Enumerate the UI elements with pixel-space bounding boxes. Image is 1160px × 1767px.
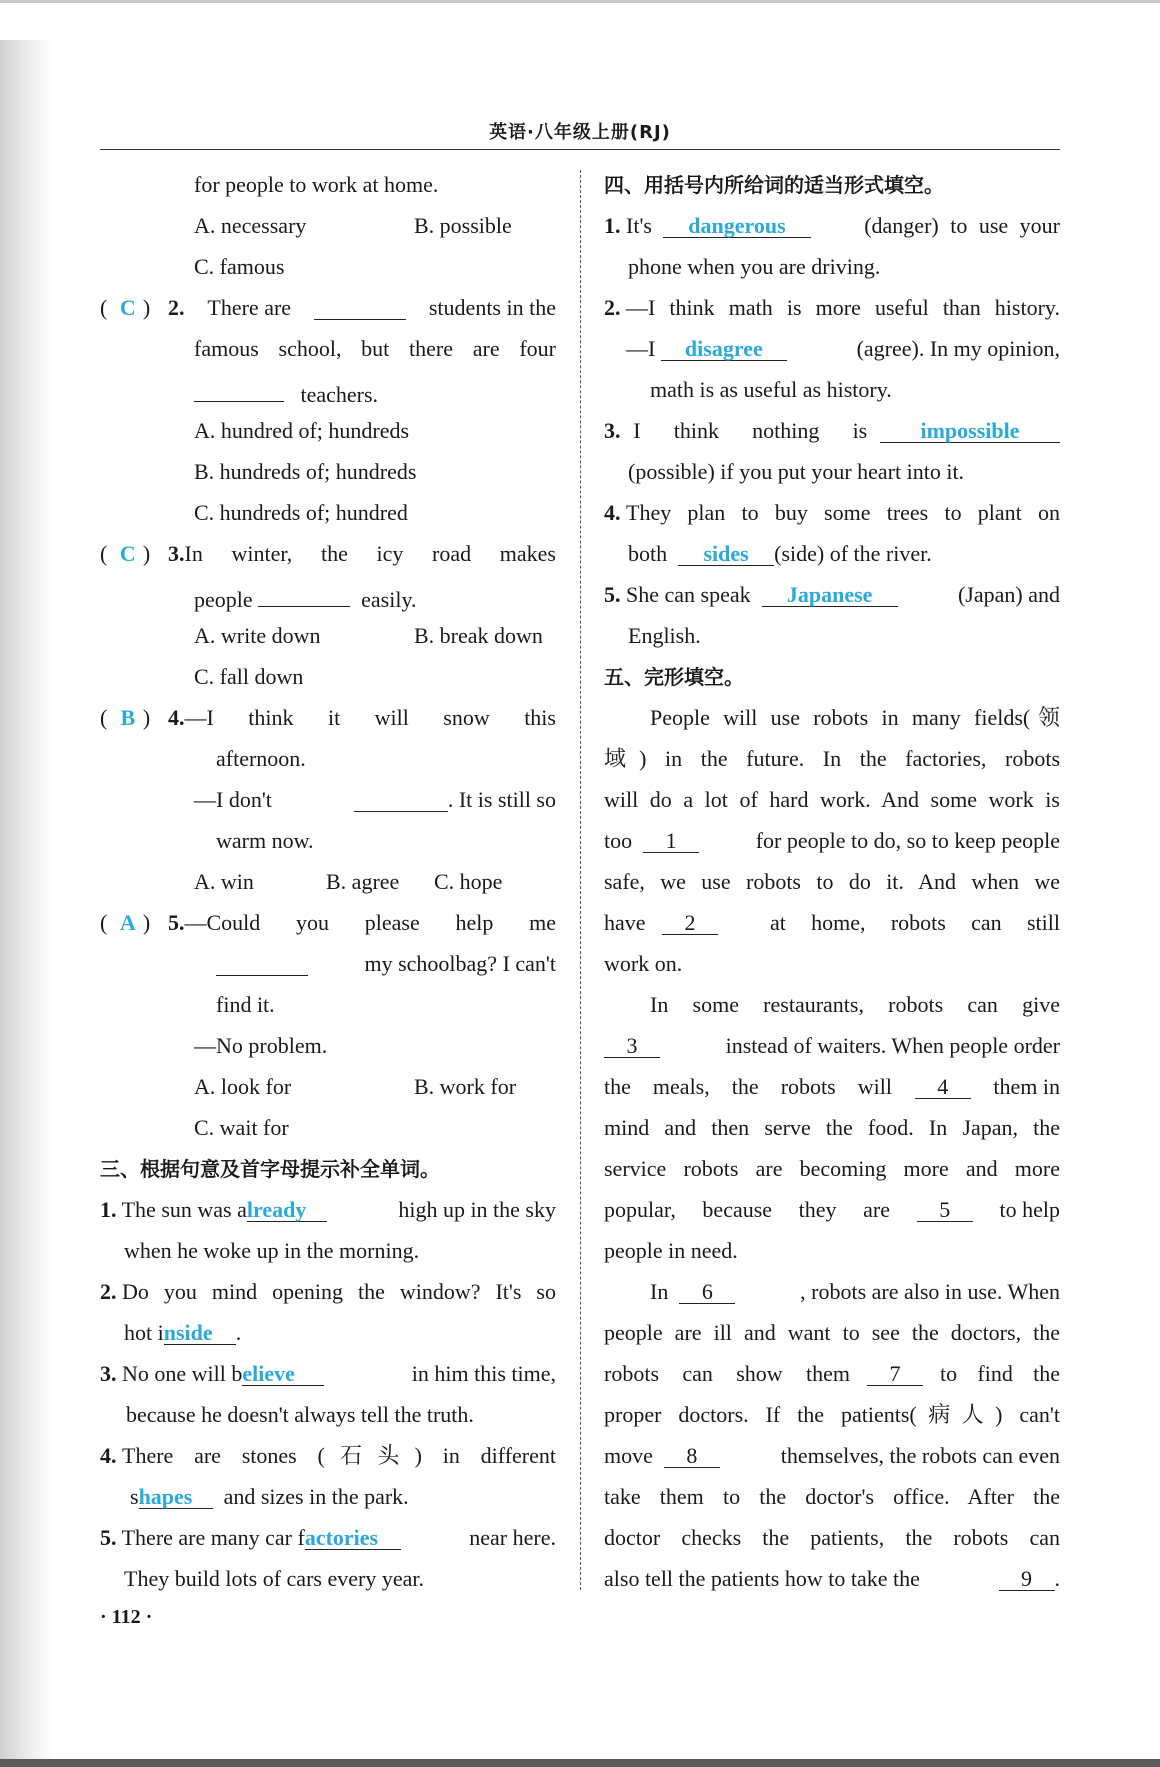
cloze-line8: In some restaurants, robots can give (650, 992, 1060, 1017)
cloze-text: also tell the patients how to take the (604, 1566, 920, 1591)
cloze-blank-7: 7 (867, 1359, 923, 1386)
q4-line2: afternoon. (216, 746, 306, 771)
s4-item4-prefix: both (628, 541, 668, 566)
s3-item4-number: 4. (100, 1443, 117, 1468)
q4-line3 (194, 785, 556, 815)
s4-item3-line1 (604, 416, 1060, 446)
q2-number: 2. (168, 295, 185, 320)
q2-answer: C (119, 295, 136, 320)
q5-text-b: my schoolbag? I can't (364, 951, 556, 976)
cloze-line22 (604, 1564, 1060, 1594)
s4-item3-prefix: I think nothing is (633, 418, 868, 443)
s4-item4-answer: sides (678, 539, 774, 566)
cloze-line16: people are ill and want to see the doctors, the (604, 1320, 1060, 1345)
s3-item3-number: 3. (100, 1361, 117, 1386)
s3-item4-prefix: s (130, 1484, 139, 1509)
q1-option-b: B. possible (414, 213, 512, 238)
s4-item5-suffix: (Japan) and (957, 582, 1060, 607)
cloze-blank-6: 6 (679, 1277, 735, 1304)
s3-item5-number: 5. (100, 1525, 117, 1550)
cloze-line1: People will use robots in many fields(领 (650, 705, 1060, 730)
s3-item1-number: 1. (100, 1197, 117, 1222)
q3-answer-paren: ( C ) (100, 539, 150, 569)
s4-item1-line1 (604, 211, 1060, 241)
cloze-text: to help (999, 1197, 1060, 1222)
cloze-line9 (604, 1031, 1060, 1061)
q4-line4: warm now. (216, 828, 314, 853)
q5-line3: find it. (216, 992, 275, 1017)
cloze-line2: 域) in the future. In the factories, robots (604, 746, 1060, 771)
cloze-text: robots can show them (604, 1361, 850, 1386)
page-shadow (0, 40, 52, 1760)
q2-blank1 (314, 293, 406, 320)
s3-item4-line2 (130, 1482, 409, 1512)
q2-answer-paren: ( C ) (100, 293, 150, 323)
q3-option-c: C. fall down (194, 664, 304, 689)
s3-item3-suffix: in him this time, (411, 1361, 556, 1386)
cloze-line5: safe, we use robots to do it. And when we (604, 869, 1060, 894)
s4-item2-line3: math is as useful as history. (650, 377, 892, 402)
s3-item4-answer: hapes (139, 1482, 213, 1509)
section5-title: 五、完形填空。 (604, 665, 744, 689)
s3-item2-number: 2. (100, 1279, 117, 1304)
cloze-text: the meals, the robots will (604, 1074, 892, 1099)
section3-title: 三、根据句意及首字母提示补全单词。 (100, 1157, 440, 1181)
s3-item1-prefix: The sun was a (121, 1197, 247, 1222)
s4-item2-number: 2. (604, 295, 621, 320)
q2-line3 (194, 375, 378, 410)
q4-text-a: —I don't (194, 787, 272, 812)
q4-answer-paren: ( B ) (100, 703, 150, 733)
s3-item4-line1 (100, 1441, 556, 1471)
top-edge (0, 0, 1160, 3)
cloze-text: In (650, 1279, 669, 1304)
s3-item1-line2: when he woke up in the morning. (124, 1238, 420, 1263)
cloze-text: , robots are also in use. When (800, 1279, 1060, 1304)
cloze-blank-3: 3 (604, 1031, 660, 1058)
q2-option-a: A. hundred of; hundreds (194, 418, 410, 443)
s4-item4-text: They plan to buy some trees to plant on (626, 500, 1060, 525)
cloze-line17 (604, 1359, 1060, 1389)
s4-item4-suffix: (side) of the river. (774, 541, 932, 566)
q2-line1 (168, 293, 556, 323)
cloze-blank-2: 2 (662, 908, 718, 935)
q2-text-b: students in the (428, 295, 556, 320)
s4-item5-number: 5. (604, 582, 621, 607)
q3-line1 (168, 539, 556, 569)
column-divider (580, 170, 581, 1590)
cloze-line11: mind and then serve the food. In Japan, the (604, 1115, 1060, 1140)
cloze-line19 (604, 1441, 1060, 1471)
q4-blank (354, 785, 448, 812)
page-header: 英语·八年级上册(RJ) (489, 122, 671, 143)
s4-item1-suffix: (danger) to use your (864, 213, 1060, 238)
s4-item4-line1 (604, 498, 1060, 528)
cloze-line3: will do a lot of hard work. And some work is (604, 787, 1060, 812)
s3-item2-prefix: hot i (124, 1320, 164, 1345)
q4-option-a: A. win (194, 869, 254, 894)
s3-item1-answer: lready (247, 1195, 327, 1222)
s3-item4-text: There are stones (石头) in different (122, 1443, 556, 1468)
cloze-text: them in (993, 1074, 1060, 1099)
s4-item1-number: 1. (604, 213, 621, 238)
cloze-text: . (1054, 1566, 1060, 1591)
s3-item1-suffix: high up in the sky (398, 1197, 556, 1222)
cloze-text: popular, because they are (604, 1197, 890, 1222)
s4-item5-answer: Japanese (762, 580, 898, 607)
q3-answer: C (119, 541, 136, 566)
cloze-blank-8: 8 (664, 1441, 720, 1468)
q3-text-a: people (194, 587, 253, 612)
q5-line4: —No problem. (194, 1033, 328, 1058)
s4-item5-line1 (604, 580, 1060, 610)
cloze-line14: people in need. (604, 1238, 738, 1263)
s3-item4-suffix: and sizes in the park. (223, 1484, 409, 1509)
q1-continuation: for people to work at home. (194, 172, 439, 197)
cloze-blank-9: 9 (999, 1564, 1055, 1591)
s3-item5-line2: They build lots of cars every year. (124, 1566, 424, 1591)
cloze-text: for people to do, so to keep people (755, 828, 1060, 853)
cloze-line18: proper doctors. If the patients(病人) can't (604, 1402, 1060, 1427)
q5-answer: A (119, 910, 136, 935)
s3-item2-line2 (124, 1318, 241, 1348)
cloze-text: have (604, 910, 646, 935)
s4-item1-answer: dangerous (663, 211, 811, 238)
cloze-text: move (604, 1443, 653, 1468)
q5-line2 (216, 949, 556, 979)
s4-item2-text: —I think math is more useful than history. (626, 295, 1060, 320)
cloze-blank-5: 5 (917, 1195, 973, 1222)
q5-option-a: A. look for (194, 1074, 292, 1099)
q3-option-a: A. write down (194, 623, 321, 648)
q2-blank2 (194, 375, 284, 402)
q3-number: 3. (168, 541, 185, 566)
cloze-line13 (604, 1195, 1060, 1225)
s3-item5-line1 (100, 1523, 556, 1553)
cloze-line10 (604, 1072, 1060, 1102)
q3-line2 (194, 580, 417, 615)
s4-item2-answer: disagree (661, 334, 787, 361)
q4-option-b: B. agree (326, 869, 400, 894)
q1-option-c: C. famous (194, 254, 285, 279)
q3-text: In winter, the icy road makes (184, 541, 556, 566)
page-number: · 112 · (100, 1606, 153, 1628)
s3-item3-answer: elieve (242, 1359, 324, 1386)
s4-item5-prefix: She can speak (626, 582, 751, 607)
q4-text-b: . It is still so (447, 787, 556, 812)
q5-line1 (168, 908, 556, 938)
s3-item3-line2: because he doesn't always tell the truth. (126, 1402, 474, 1427)
bottom-edge (0, 1759, 1160, 1767)
s3-item2-text: Do you mind opening the window? It's so (122, 1279, 556, 1304)
s4-item3-number: 3. (604, 418, 621, 443)
s4-item4-line2 (628, 539, 932, 569)
cloze-line12: service robots are becoming more and more (604, 1156, 1060, 1181)
s3-item5-suffix: near here. (469, 1525, 556, 1550)
q4-option-c: C. hope (434, 869, 503, 894)
s3-item5-prefix: There are many car f (121, 1525, 305, 1550)
q5-text: —Could you please help me (184, 910, 556, 935)
s3-item3-line1 (100, 1359, 556, 1389)
cloze-text: to find the (940, 1361, 1060, 1386)
q5-option-c: C. wait for (194, 1115, 289, 1140)
s3-item3-prefix: No one will b (122, 1361, 243, 1386)
s3-item2-line1 (100, 1277, 556, 1307)
s4-item1-prefix: It's (626, 213, 652, 238)
q5-answer-paren: ( A ) (100, 908, 150, 938)
s3-item1-line1 (100, 1195, 556, 1225)
q4-line1 (168, 703, 556, 733)
s4-item3-line2: (possible) if you put your heart into it. (628, 459, 965, 484)
q3-option-b: B. break down (414, 623, 543, 648)
s4-item5-line2: English. (628, 623, 701, 648)
s3-item5-answer: actories (305, 1523, 401, 1550)
s3-item2-suffix: . (235, 1320, 242, 1345)
q5-blank (216, 949, 308, 976)
q3-text-b: easily. (361, 587, 417, 612)
s4-item2-prefix: —I (626, 336, 656, 361)
cloze-line6 (604, 908, 1060, 938)
q2-text-a: There are (207, 295, 292, 320)
q1-option-a: A. necessary (194, 213, 307, 238)
q2-text-c: teachers. (300, 382, 379, 407)
s4-item4-number: 4. (604, 500, 621, 525)
cloze-line7: work on. (604, 951, 683, 976)
q4-answer: B (120, 705, 136, 730)
cloze-text: instead of waiters. When people order (725, 1033, 1060, 1058)
cloze-line4 (604, 826, 1060, 856)
q2-option-c: C. hundreds of; hundred (194, 500, 408, 525)
s4-item2-line2 (626, 334, 1060, 364)
cloze-line21: doctor checks the patients, the robots can (604, 1525, 1060, 1550)
cloze-line20: take them to the doctor's office. After the (604, 1484, 1060, 1509)
section4-title: 四、用括号内所给词的适当形式填空。 (604, 173, 944, 197)
cloze-text: themselves, the robots can even (780, 1443, 1060, 1468)
q4-number: 4. (168, 705, 185, 730)
q4-text: —I think it will snow this (184, 705, 556, 730)
s4-item3-answer: impossible (880, 416, 1060, 443)
s3-item2-answer: nside (164, 1318, 236, 1345)
cloze-line15 (650, 1277, 1060, 1307)
q5-option-b: B. work for (414, 1074, 517, 1099)
q2-line2: famous school, but there are four (194, 336, 556, 361)
s4-item2-suffix: (agree). In my opinion, (856, 336, 1060, 361)
q3-blank (258, 580, 350, 607)
cloze-blank-4: 4 (915, 1072, 971, 1099)
s4-item1-line2: phone when you are driving. (628, 254, 881, 279)
cloze-text: at home, robots can still (770, 910, 1060, 935)
header-rule (100, 149, 1060, 150)
cloze-text: too (604, 828, 633, 853)
q5-number: 5. (168, 910, 185, 935)
q2-option-b: B. hundreds of; hundreds (194, 459, 417, 484)
s4-item2-line1 (604, 293, 1060, 323)
cloze-blank-1: 1 (643, 826, 699, 853)
